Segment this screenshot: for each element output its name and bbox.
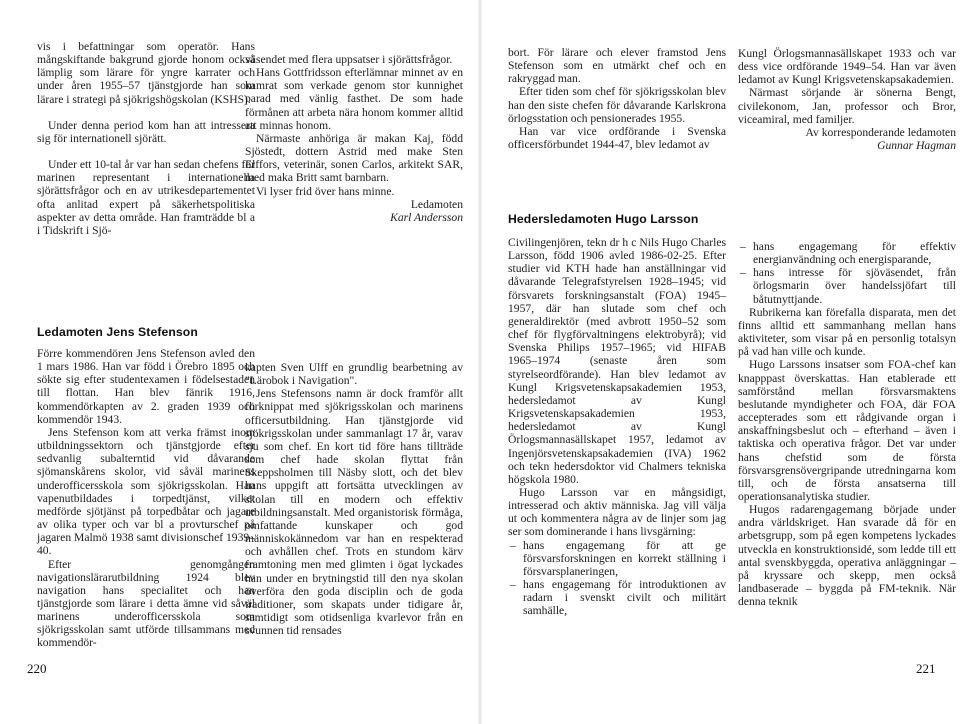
paragraph: Hans Gottfridsson efterlämnar minnet av en kamrat som verkade genom stor kunnighet parad med vänlig fasthet. De som hade förmånen att arbeta nära honom kommer alltid att minnas honom. [245,66,463,132]
right-page [480,0,960,724]
paragraph: Civilingenjören, tekn dr h c Nils Hugo Charles Larsson, född 1906 avled 1986-02-25. Efter studier vid KTH hade han anställningar vid dåvarande Telegrafstyrelsen 1928–1945; vid försvarets forskningsanstalt (FOA) 1945–1957, där han slutade som chef och generaldirektör (med avbrott 1950–52 som chef för flygförvaltningens elektrobyrå); vid Svenska Philips 1957–1965; vid HIFAB 1965–1974 (senaste åren som styrelseordförande). Han blev ledamot av Kungl Krigsvetenskapsakademien 1953, hedersledamot av Kungl Krigsvetenskapsakademien 1953, hedersledamot av Kungl Örlogsmannasällskapet 1957, ledamot av Ingenjörsvetenskapsakademien (IVA) 1962 och tekn hedersdoktor vid Chalmers tekniska högskola 1980. [508,236,726,486]
left-col1-top [37,40,255,237]
paragraph: Förre kommendören Jens Stefenson avled den 1 mars 1986. Han var född i Örebro 1895 och sökte sig efter studentexamen i födelsestaden till flottan. Han blev fänrik 1916, kommendörkapten av 2. graden 1939 och kommendör 1943. [37,347,255,426]
paragraph: Jens Stefenson kom att verka främst inom utbildningssektorn och tjänstgjorde efter sedvanlig subalterntid vid dåvarande sjömanskårens skolor, vid såväl marinens underofficersskola som sjökrigsskolan. Han vapenutbildades i torpedtjänst, vilket medförde sjötjänst på torpedbåtar och jagare av olika typer och var bl a provturschef på jagaren Malmö 1938 samt divisionschef 1939–40. [37,425,255,558]
right-col1-top [508,46,726,151]
left-col1-bottom [37,347,255,650]
paragraph: Under ett 10-tal år var han sedan chefens för marinen representant i internationella sjörättsfrågor och en av utrikesdepartementet ofta anlitad expert på säkerhetspolitiska aspekter av detta område. Han framträdde bl a i Tidskrift i Sjö- [37,158,255,237]
paragraph: Hugo Larsson var en mångsidigt, intresserad och aktiv människa. Jag vill välja ut och kommentera några av de linjer som jag ser som dominerande i hans livsgärning: [508,485,726,539]
list-item: – hans engagemang för att ge försvarsforskningen en korrekt ställning i försvarsplaneringen, [508,539,726,578]
paragraph: Han var vice ordförande i Svenska officersförbundet 1944-47, blev ledamot av [508,124,726,152]
paragraph: Av korresponderande ledamoten [805,125,956,139]
paragraph: Närmast sörjande är sönerna Bengt, civilekonom, Jan, professor och Bror, viceamiral, med familjer. [738,86,956,126]
paragraph: Rubrikerna kan förefalla disparata, men det finns alltid ett sammanhang mellan hans aktiviteter, som visar på en personlig totalsyn på vad han ville och kunde. [738,305,956,359]
right-col2-paragraphs [738,306,956,609]
paragraph: Efter genomgången navigationslärarutbildning 1924 blev navigation hans specialitet och han tjänstgjorde som lärare i detta ämne vid såväl marinens underofficersskola som sjökrigsskolan samt utförde tillsammans med kommendör- [37,557,255,650]
list-item: – hans engagemang för introduktionen av radarn i svenskt civilt och militärt samhälle, [508,578,726,617]
paragraph: Efter tiden som chef för sjökrigsskolan blev han den siste chefen för dåvarande Karlskrona örlogsstation och pensionerades 1955. [508,85,726,125]
right-col1-bottom [508,236,726,618]
section-heading-larsson: Hedersledamoten Hugo Larsson [508,212,699,226]
paragraph: Ledamoten [410,197,463,211]
right-col2-bottom [738,240,956,608]
page-number-right: 221 [916,661,936,676]
paragraph: Under denna period kom han att intressera sig för internationell sjörätt. [37,118,255,145]
paragraph: bort. För lärare och elever framstod Jens Stefenson som en utmärkt chef och en rakryggad man. [508,46,726,86]
left-col2-top [245,53,463,224]
paragraph: Karl Andersson [390,210,463,224]
paragraph: Hugo Larssons insatser som FOA-chef kan knapppast överskattas. Han etablerade ett samförstånd mellan försvarsmaktens beslutande myndigheter och FOA, där FOA accepterades som ett rådgivande organ i anskaffningsbeslut och – efterhand – även i taktiska och operativa frågor. Det var under hans chefstid som de första försvarsgrensövergripande utredningarna kom till, och de första ansatserna till operationsanalytiska studier. [738,358,956,503]
paragraph: Jens Stefensons namn är dock framför allt förknippat med sjökrigsskolan och marinens officersutbildning. Han tjänstgjorde vid sjökrigsskolan under sammanlagt 17 år, varav sju som chef. En kort tid före hans tillträde som chef hade skolan flyttat från Skeppsholmen till Näsby slott, och det blev hans uppgift att fortsätta utvecklingen av skolan till en modern och effektiv utbildningsanstalt. Med organistorisk förmåga, omfattande kunskaper och god människokännedom var han en respekterad och avhållen chef. Trots en stundom kärv framtoning men med glimten i ögat lyckades han under en brytningstid till den nya skolan överföra den goda disciplin och de goda traditioner, som skapats under tidigare år, samtidigt som otidsenliga kvarlevor från en svunnen tid rensades [245,387,463,638]
paragraph: vis i befattningar som operatör. Hans mångskiftande bakgrund gjorde honom också lämplig som lärare för yngre karrater och under åren 1955–57 tjänstgjorde han som lärare i strategi på sjökrigshögskolan (KSHS). [37,40,255,106]
paragraph: Närmaste anhöriga är makan Kaj, född Sjöstedt, dottern Astrid med make Sten Elffors, veterinär, sonen Carlos, arkitekt SAR, med maka Britt samt barnbarn. [245,131,463,185]
left-col2-bottom [245,361,463,637]
right-col2-list [738,240,956,306]
page-number-left: 220 [27,661,47,676]
list-item: – hans engagemang för effektiv energianvändning och energisparande, [738,240,956,266]
right-col2-top [738,47,956,152]
section-heading-stefenson: Ledamoten Jens Stefenson [37,325,198,339]
paragraph: Gunnar Hagman [877,139,956,153]
paragraph: kapten Sven Ulff en grundlig bearbetning av "Lärobok i Navigation". [245,361,463,388]
list-item: – hans intresse för sjöväsendet, från örlogsmarin över handelssjöfart till båtutnyttjande. [738,266,956,305]
paragraph: Kungl Örlogsmannasällskapet 1933 och var dess vice ordförande 1949–54. Han var även ledamot av Kungl Krigsvetenskapsakademien. [738,47,956,87]
paragraph: Vi lyser frid över hans minne. [256,184,395,198]
right-col1-paragraphs [508,236,726,539]
right-col1-list [508,539,726,618]
paragraph: väsendet med flera uppsatser i sjörättsfrågor. [245,53,453,66]
paragraph: Hugos radarengagemang började under andra världskriget. Han svarade då för en arbetsgrupp, som på egen kompetens lyckades utveckla en konstruktionsidé, som ledde till ett antal svenskbyggda, operativa anläggningar – på kryssare och skepp, men också landbaserade – byggda på FM-teknik. När denna teknik [738,503,956,609]
